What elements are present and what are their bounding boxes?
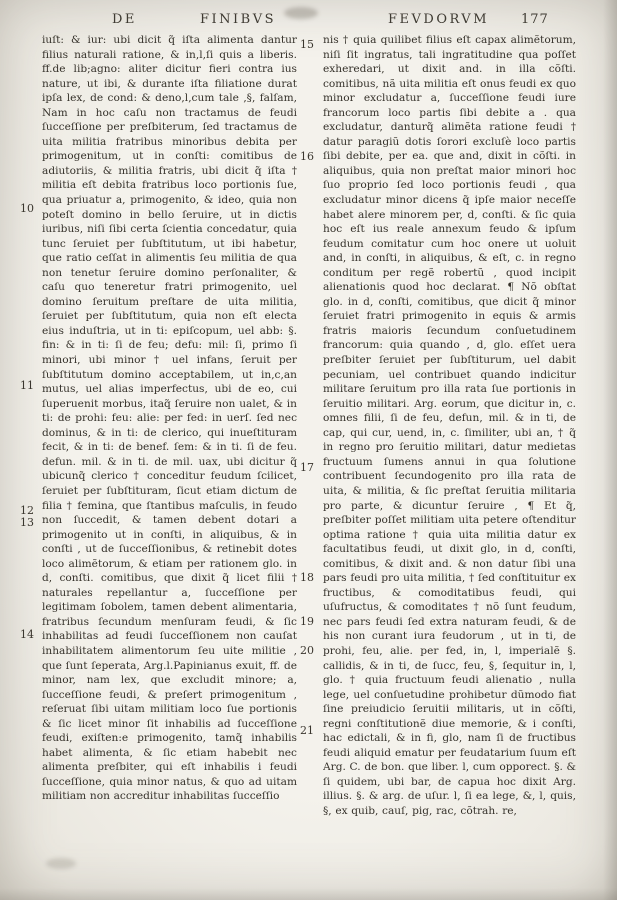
page-edge-shadow <box>0 888 617 900</box>
margin-section-number: 12 <box>20 504 34 517</box>
header-word-feudorum: FEVDORVM <box>388 12 490 27</box>
margin-section-number: 14 <box>20 628 34 641</box>
margin-section-number: 21 <box>300 724 314 737</box>
header-word-finibus: FINIBVS <box>200 12 277 27</box>
text-column-right: nis † quia quilibet filius eſt capax alimẽtorum, niſi ſit ingratus, tali ingratitudine qua poſſet exheredari, ut dixit and. in illa cõſti. comitibus, nã uita militia eſt onus feudi ex quo minor excludatur a, ſucceſſione feudi iure francorum loco partis ſibi debite a . qua excludatur, danturq̃ alimẽta ratione feudi † datur paragiũ dotis ſorori excluſè loco partis ſibi debite, per ea. que and, dixit in cõſti. in aliquibus, quia non preſtat maior minori hoc ſuo proprio ſed loco portionis feudi , qua excludatur minor dicens q̃ ipſe maior neceſſe habet alere minorem per, d, conſti. & ſic quia hoc eſt ius reale annexum feudo & ipſum feudum comitatur cum hoc onere ut uoluit and, in conſti, in aliquibus, & eſt, c. in regno conditum per regẽ robertũ , quod incipit alienationis quod hoc declarat. ¶ Nõ obſtat glo. in d, conſti, comitibus, que dicit q̃ minor ſeruiet fratri primogenito in equis & armis fratris maioris ſecundum conſuetudinem francorum: quia quando , d, glo. eſſet uera preſbiter ſeruiet per ſubſtiturum, uel dabit pecuniam, uel contribuet quando indicitur militare ſeruitum pro illa rata ſue portionis in ſeruitio militari. Arg. eorum, que dicitur in, c. omnes filii, ſi de feu, defun, mil. & in ti, de cap, qui cur, uend, in, c. ſimiliter, ubi an, † q̃ in regno pro ſeruitio militari, datur medietas fructuum ſumens annui in qua ſolutione contribuent ſecundogenito pro illa rata de uita, & militia, & ſic preſtat ſeruitia militaria pro parte, & dicuntur ſeruire , ¶ Et q̃, preſbiter poſſet militiam uita petere oſtenditur optima ratione † quia uita militia datur ex facultatibus feudi, ut dixit glo, in d, conſti, comitibus, & dixit and. & non datur ſibi una pars feudi pro uita militia, † ſed conſtituitur ex fructibus, & comoditatibus feudi, qui uſufructus, & comoditates † nõ ſunt feudum, nec pars feudi ſed extra naturam feudi, & de his non curant iura feudorum , ut in ti, de prohi, feu, alie. per fed, in, l, imperialẽ §. callidis, & in ti, de ſucc, feu, §, ſequitur in, l, glo. † quia fructuum feudi alienatio , nulla lege, uel conſuetudine prohibetur dũmodo fiat ſine preiudicio ſeruitii militaris, ut in cõſti, regni conſtitutionẽ diue memorie, & i conſti, hac edictali, & in fi, glo, nam ſi de fructibus feudi aliquid ematur per feudatarium ſuum eſt Arg. C. de bon. que liber. l, cum opporect. §. & ſi quidem, ubi bar, de capua hoc dixit Arg. illius. §. & arg. de uſur. l, ſi ea lege, &, l, quis, §, ex quib, cauſ, pig, rac, cõtrah. re, <box>323 34 576 817</box>
margin-section-number: 19 <box>300 615 314 628</box>
text-column-left: iuſt: & iur: ubi dicit q̃ iſta alimenta dantur filius naturali ratione, & in,l,ſi quis a liberis. ff.de lib;agno: aliter dicitur fieri contra ius nature, ut ibi, & durante iſta filiatione durat ipſa lex, de cond: & deno,l,cum tale ,§, falſam, Nam in hoc caſu non tractamus de feudi ſucceſſione per preſbiterum, ſed tractamus de uita militia fratribus minoribus debita per primogenitum, ut in conſti: comitibus de adiutoriis, & militia fratris, ubi dicit q̃ iſta † militia eſt debita fratribus loco portionis ſue, qua priuatur a, primogenito, & ideo, quia non poteſt domino in bello ſeruire, ut in dictis iuribus, niſi ſibi certa ſcientia concedatur, quia tunc ſeruiet per ſubſtitutum, ut ibi habetur, que ratio ceſſat in alimentis ſeu militia de qua non tenetur ſeruire domino perſonaliter, & caſu quo teneretur fratri primogenito, uel domino ſeruitum preſtare de uita militia, ſeruiet per ſubſtitutum, quia non eſt electa eius induſtria, ut in ti: epiſcopum, uel abb: §. fin: & in ti: ſi de feu; defu: mil: ſi, primo ſi minori, ubi minor † uel infans, ſeruit per ſubſtitutum domino acceptabilem, ut in,c,an mutus, uel alias imperfectus, ubi de eo, cui ſuperuenit morbus, itaq̃ ſeruire non ualet, & in ti: de prohi: feu: alie: per fed: in uerſ. ſed nec dominus, & in ti: de clerico, qui inueſtituram fecit, & in ti: de benef. ſem: & in ti. ſi de feu. defun. mil. & in ti. de mil. uax, ubi dicitur q̃ ubicunq̃ clerico † conceditur feudum ſcilicet, ſeruiet per ſubſtituram, ſicut etiam dictum de filia † femina, que ſtantibus maſculis, in feudo non ſuccedit, & tamen debent dotari a primogenito ut in conſti, in aliquibus, & in conſti , ut de ſucceſſionibus, & retinebit dotes loco alimẽtorum, & etiam per rationem glo. in d, conſti. comitibus, que dixit q̃ licet filii † naturales repellantur a, ſucceſſione per legitimam ſobolem, tamen debent alimentaria, fratribus ſecundum menſuram feudi, & ſic inhabilitas ad feudi ſucceſſionem non cauſat inhabilitatem alimentorum ſeu uite militie , que ſunt ſeperata, Arg.l.Papinianus exuit, ff. de minor, nam lex, que excludit minore; a, ſucceſſione feudi, & preſert primogenitum , reſeruat ſibi uitam militiam loco ſue portionis & ſic licet minor ſit inhabilis ad ſucceſſione feudi, exiſten:e primogenito, tamq̃ inhabilis habet alimenta, & ſic etiam habebit nec alimenta preſbiter, qui eſt inhabilis i feudi ſucceſſione, quia minor natus, & quo ad uitam militiam non accreditur inhabilitas ſucceſſio <box>42 34 297 803</box>
scan-smudge <box>46 858 76 869</box>
margin-section-number: 15 <box>300 38 314 51</box>
margin-section-number: 10 <box>20 202 34 215</box>
page-number: 177 <box>521 12 549 27</box>
scan-smudge <box>284 7 318 19</box>
margin-section-number: 17 <box>300 461 314 474</box>
margin-section-number: 20 <box>300 644 314 657</box>
margin-section-number: 16 <box>300 150 314 163</box>
margin-section-number: 18 <box>300 571 314 584</box>
margin-section-number: 13 <box>20 516 34 529</box>
header-word-de: DE <box>112 12 137 27</box>
margin-section-number: 11 <box>20 379 34 392</box>
page-edge-shadow <box>603 0 617 900</box>
